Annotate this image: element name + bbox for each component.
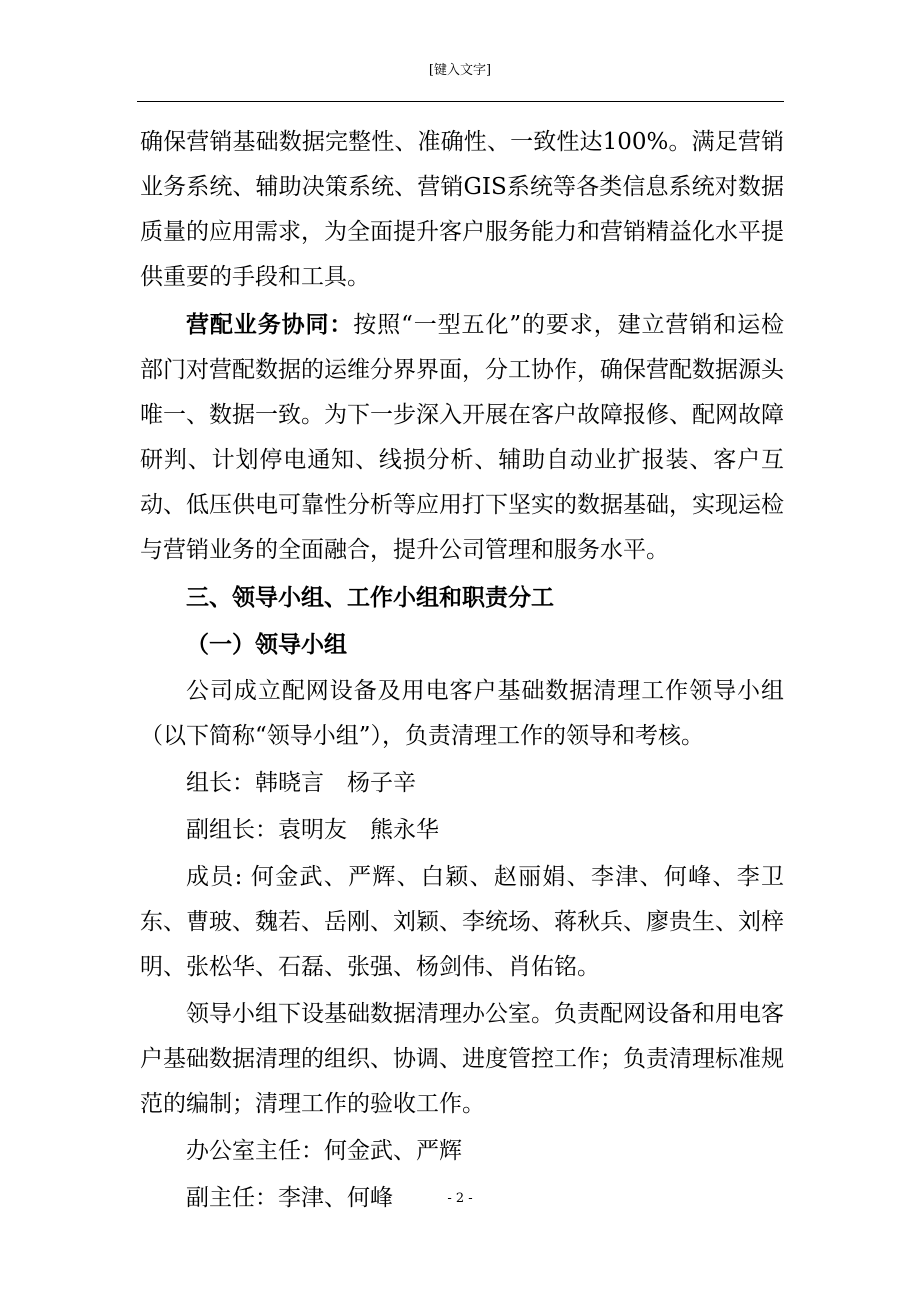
paragraph-group-leader: 组长：韩晓言 杨子辛 bbox=[186, 770, 416, 796]
paragraph-office: 领导小组下设基础数据清理办公室。负责配网设备和用电客户基础数据清理的组织、协调、进度管控工作；负责清理标准规范的编制；清理工作的验收工作。 bbox=[140, 1001, 784, 1117]
page-header: [键入文字] bbox=[428, 63, 492, 78]
paragraph-data-quality: 确保营销基础数据完整性、准确性、一致性达100%。满足营销业务系统、辅助决策系统、营销GIS系统等各类信息系统对数据质量的应用需求，为全面提升客户服务能力和营销精益化水平提供重要的手段和工具。 bbox=[140, 129, 784, 290]
paragraph-members: 成员: 何金武、严辉、白颖、赵丽娟、李津、何峰、李卫东、曹玻、魏若、岳刚、刘颖、李统场、蒋秋兵、廖贵生、刘梓明、张松华、石磊、张强、杨剑伟、肖佑铭。 bbox=[140, 864, 784, 980]
paragraph-deputy-director: 副主任：李津、何峰 bbox=[186, 1185, 393, 1211]
paragraph-lead-title: 营配业务协同： bbox=[186, 311, 354, 338]
section-heading: 三、领导小组、工作小组和职责分工 bbox=[186, 584, 554, 611]
page-number: - 2 - bbox=[447, 1191, 473, 1206]
paragraph-business-coordination bbox=[140, 302, 784, 573]
paragraph-office-director: 办公室主任：何金武、严辉 bbox=[186, 1138, 462, 1164]
subsection-heading: （一）领导小组 bbox=[186, 631, 347, 658]
paragraph-deputy-leader: 副组长：袁明友 熊永华 bbox=[186, 817, 439, 843]
paragraph-lead-body: 按照“一型五化”的要求，建立营销和运检部门对营配数据的运维分界界面，分工协作，确保营配数据源头唯一、数据一致。为下一步深入开展在客户故障报修、配网故障研判、计划停电通知、线损分析、辅助自动业扩报装、客户互动、低压供电可靠性分析等应用打下坚实的数据基础，实现运检与营销业务的全面融合，提升公司管理和服务水平。 bbox=[140, 312, 784, 563]
document-body bbox=[140, 120, 784, 1223]
paragraph-leading-group: 公司成立配网设备及用电客户基础数据清理工作领导小组（以下简称“领导小组”），负责清理工作的领导和考核。 bbox=[140, 678, 784, 749]
header-rule bbox=[137, 101, 784, 102]
